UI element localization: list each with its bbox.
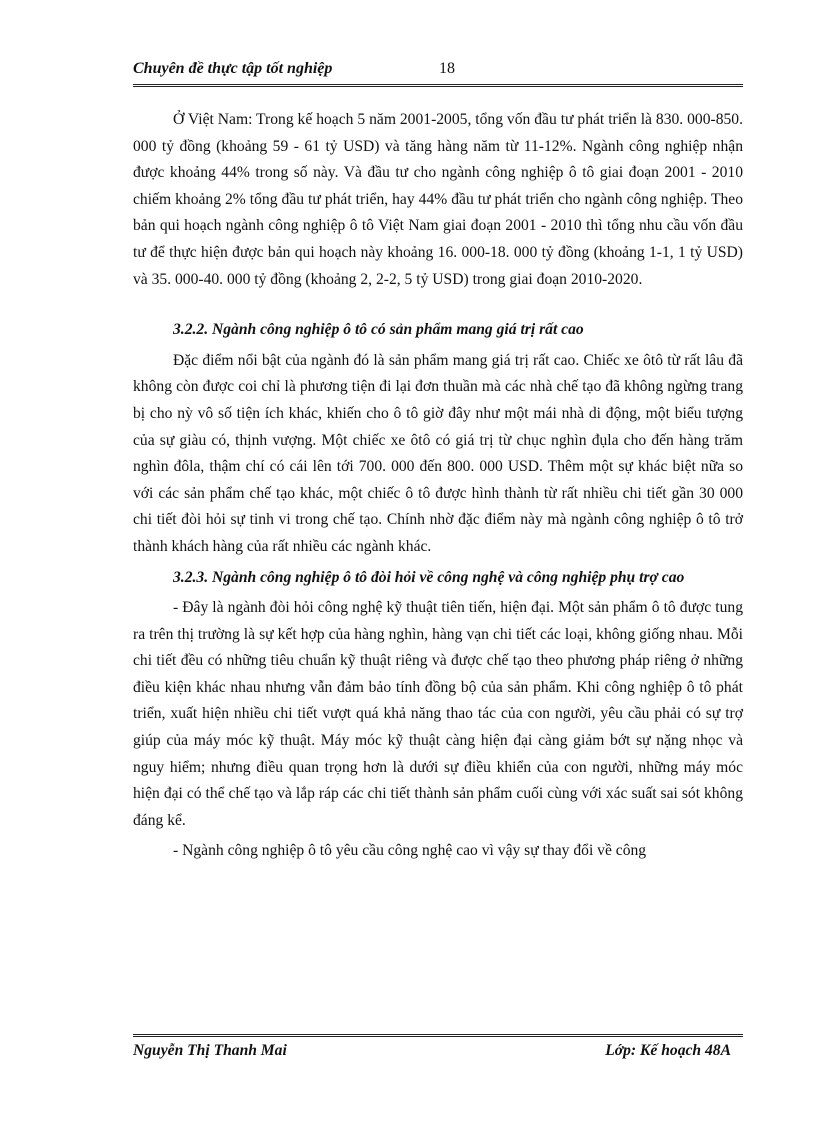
section-heading-3-2-2: 3.2.2. Ngành công nghiệp ô tô có sản phẩm mang giá trị rất cao — [173, 321, 584, 339]
class-label: Lớp: Kế hoạch 48A — [605, 1042, 731, 1059]
paragraph-product-value: Đặc điểm nổi bật của ngành đó là sản phẩm mang giá trị rất cao. Chiếc xe ôtô từ rất lâu đã không còn được coi chỉ là phương tiện đi lại đơn thuần mà các nhà chế tạo đã không ngừng trang bị cho nỳ vô số tiện ích khác, khiến cho ô tô giờ đây như một mái nhà di động, một biểu tượng của sự giàu có, thịnh vượng. Một chiếc xe ôtô có giá trị từ chục nghìn đụla cho đến hàng trăm nghìn đôla, thậm chí có cái lên tới 700. 000 đến 800. 000 USD. Thêm một sự khác biệt nữa so với các sản phẩm chế tạo khác, một chiếc ô tô được hình thành từ rất nhiều chi tiết gần 30 000 chi tiết đòi hỏi sự tinh vi trong chế tạo. Chính nhờ đặc điểm này mà ngành công nghiệp ô tô trở thành khách hàng của rất nhiều các ngành khác. — [133, 351, 743, 555]
header-rule — [133, 84, 743, 87]
footer-rule — [133, 1034, 743, 1037]
paragraph-technology: - Đây là ngành đòi hỏi công nghệ kỹ thuật tiên tiến, hiện đại. Một sản phẩm ô tô được tung ra trên thị trường là sự kết hợp của hàng nghìn, hàng vạn chi tiết các loại, không giống nhau. Mỗi chi tiết đều có những tiêu chuẩn kỹ thuật riêng và được chế tạo theo phương pháp riêng ở những điều kiện khác nhau nhưng vẫn đảm bảo tính đồng bộ của sản phẩm. Khi công nghiệp ô tô phát triển, xuất hiện nhiều chi tiết vượt quá khả năng thao tác của con người, yêu cầu phải có sự trợ giúp của máy móc kỹ thuật. Máy móc kỹ thuật càng hiện đại càng giảm bớt sự nặng nhọc và nguy hiểm; nhưng điều quan trọng hơn là dưới sự điều khiển của con người, những máy móc hiện đại có thể chế tạo và lắp ráp các chi tiết thành sản phẩm cuối cùng với xác suất sai sót không đáng kể. — [133, 599, 743, 829]
paragraph-technology-continued: - Ngành công nghiệp ô tô yêu cầu công nghệ cao vì vậy sự thay đổi về công — [173, 842, 647, 860]
author-name: Nguyễn Thị Thanh Mai — [133, 1042, 287, 1059]
paragraph-investment: Ở Việt Nam: Trong kế hoạch 5 năm 2001-2005, tổng vốn đầu tư phát triển là 830. 000-850. 000 tỷ đồng (khoảng 59 - 61 tỷ USD) và tăng hàng năm từ 11-12%. Ngành công nghiệp nhận được khoảng 44% trong số này. Và đầu tư cho ngành công nghiệp ô tô giai đoạn 2001 - 2010 chiếm khoảng 2% tổng đầu tư phát triển, hay 44% đầu tư phát triển cho ngành công nghiệp. Theo bản qui hoạch ngành công nghiệp ô tô Việt Nam giai đoạn 2001 - 2010 thì tổng nhu cầu vốn đầu tư để thực hiện được bản qui hoạch này khoảng 16. 000-18. 000 tỷ đồng (khoảng 1-1, 1 tỷ USD) và 35. 000-40. 000 tỷ đồng (khoảng 2, 2-2, 5 tỷ USD) trong giai đoạn 2010-2020. — [133, 111, 743, 288]
page-body — [133, 107, 743, 865]
page-number: 18 — [439, 60, 455, 77]
section-heading-3-2-3: 3.2.3. Ngành công nghiệp ô tô đòi hỏi về công nghệ và công nghiệp phụ trợ cao — [173, 568, 685, 586]
document-title: Chuyên đề thực tập tốt nghiệp — [133, 60, 333, 77]
page-footer — [133, 1042, 743, 1068]
